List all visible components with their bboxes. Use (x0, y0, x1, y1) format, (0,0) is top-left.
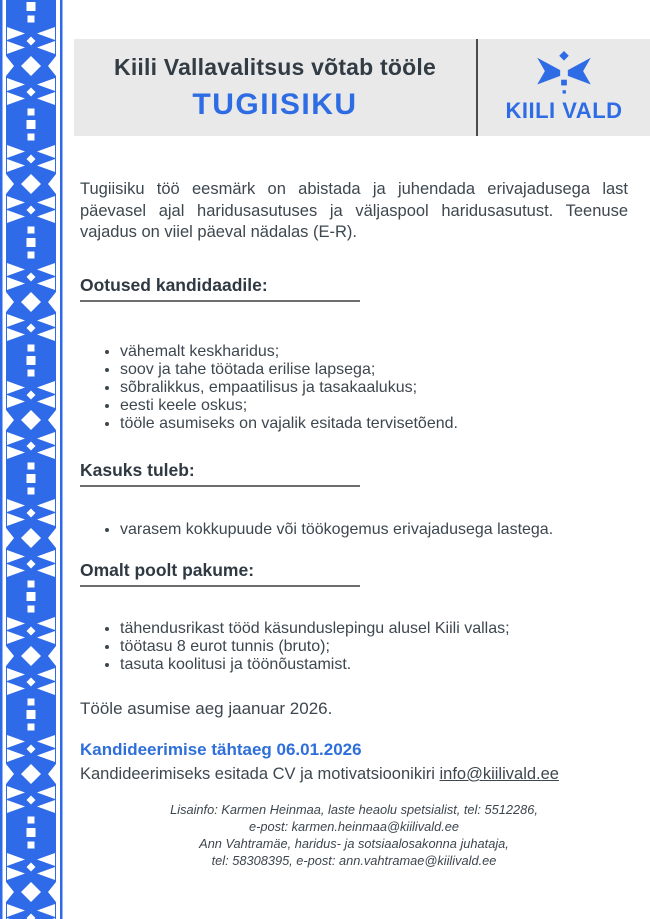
list-item: • sõbralikkus, empaatilisus ja tasakaalukus; (120, 379, 650, 397)
dragonfly-icon (537, 51, 591, 95)
page-title: Kiili Vallavalitsus võtab tööle (114, 53, 436, 80)
list-item: • tööle asumiseks on vajalik esitada tervisetõend. (120, 415, 650, 433)
section-heading-offer: Omalt poolt pakume: (80, 560, 360, 587)
list-item: • töötasu 8 eurot tunnis (bruto); (120, 638, 650, 656)
contact-line: e-post: karmen.heinmaa@kiilivald.ee (248, 819, 460, 834)
list-item: • tasuta koolitusi ja töönõustamist. (120, 656, 650, 674)
logo-wordmark: KIILI VALD (505, 98, 623, 123)
offer-list (80, 620, 650, 674)
section-heading-advantages: Kasuks tuleb: (80, 460, 360, 487)
contact-line: tel: 58308395, e-post: ann.vahtramae@kiilivald.ee (211, 853, 497, 868)
list-item: • eesti keele oskus; (120, 397, 650, 415)
apply-email-link[interactable]: info@kiilivald.ee (439, 765, 559, 783)
header-titles (74, 39, 478, 136)
list-item: • soov ja tahe töötada erilise lapsega; (120, 361, 650, 379)
list-item: • vähemalt keskharidus; (120, 343, 650, 361)
apply-instruction-text: Kandideerimiseks esitada CV ja motivatsioonikiri (80, 765, 440, 783)
contact-info (80, 801, 628, 869)
folk-pattern-border-icon (0, 0, 64, 919)
contact-line: Ann Vahtramäe, haridus- ja sotsiaalosakonna juhataja, (199, 836, 509, 851)
list-item: • varasem kokkupuude või töökogemus erivajadusega lastega. (120, 521, 650, 539)
municipality-logo (478, 39, 650, 136)
apply-instruction (80, 765, 628, 784)
section-heading-expectations: Ootused kandidaadile: (80, 275, 360, 302)
header (74, 39, 650, 136)
intro-paragraph: Tugiisiku töö eesmärk on abistada ja juhendada erivajadusega last päevasel ajal haridusasutuses ja väljaspool haridusasutust. Teenuse vajadus on viiel päeval nädalas (E-R). (80, 180, 628, 241)
expectations-list (80, 343, 650, 433)
contact-line: Lisainfo: Karmen Heinmaa, laste heaolu spetsialist, tel: 5512286, (170, 802, 538, 817)
advantages-list (80, 521, 650, 539)
start-date-note: Tööle asumise aeg jaanuar 2026. (80, 699, 333, 718)
list-item: • tähendusrikast tööd käsunduslepingu alusel Kiili vallas; (120, 620, 650, 638)
job-position-title: TUGIISIKU (192, 87, 358, 121)
application-deadline: Kandideerimise tähtaeg 06.01.2026 (80, 740, 362, 759)
